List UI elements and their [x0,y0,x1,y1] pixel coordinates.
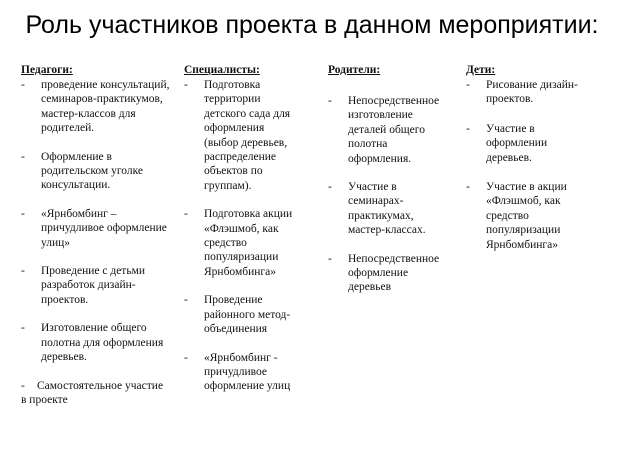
column-heading-specialists: Специалисты: [184,64,260,76]
bullet-dash: - [466,79,470,91]
bullet-dash: - [21,322,25,335]
list-item-text: Подготовка акции «Флэшмоб, как средство популяризации Ярнбомбинга» [204,208,293,278]
bullet-dash: - [21,265,25,278]
list-item-text: проведение консультаций, семинаров-практикумов, мастер-классов для родителей. [41,79,170,135]
list-item-text: Рисование дизайн-проектов. [486,79,578,106]
column-heading-children: Дети: [466,64,496,76]
list-item-text: Участие в акции «Флэшмоб, как средство популяризации Ярнбомбинга» [486,181,567,251]
list-item [328,180,428,238]
bullet-dash: - [21,79,25,91]
column-children [466,63,578,267]
column-specialists [184,63,296,408]
list-item-text: Оформление в родительском уголке консультации. [41,150,144,192]
column-heading-parents: Родители: [328,64,381,76]
bullet-dash: - [184,294,188,307]
list-item-text: Подготовка территории детского сада для оформления (выбор деревьев, распределение объектов по группам). [204,79,291,192]
list-item [184,351,296,394]
bullet-dash: - [466,181,470,194]
column-parents [328,63,440,309]
bullet-dash: - [328,252,332,265]
list-item [184,207,296,279]
list-item-text: Непосредственное оформление деревьев [348,252,440,294]
list-item [466,180,578,252]
bullet-dash: - [328,181,332,194]
bullet-dash: - [466,122,470,135]
list-item [184,293,296,336]
list-item [21,379,171,408]
list-item [21,78,171,136]
list-item-text: «Ярнбомбинг - причудливое оформление улиц [204,351,291,393]
column-heading-teachers: Педагоги: [21,64,73,76]
column-teachers [21,63,171,407]
list-item [466,78,578,107]
slide-title: Роль участников проекта в данном мероприятии: [25,11,599,39]
list-item-text: Самостоятельное участие в проекте [21,379,164,406]
bullet-dash: - [21,150,25,163]
list-item [466,122,578,165]
list-item [21,207,171,250]
bullet-dash: - [184,208,188,221]
bullet-dash: - [184,351,188,364]
list-item-text: «Ярнбомбинг – причудливое оформление улиц» [41,207,167,249]
list-item [184,78,296,193]
list-item [328,94,440,166]
list-item [21,150,171,193]
list-item [21,321,171,364]
bullet-dash: - [21,379,25,392]
list-item-text: Непосредственное изготовление деталей общего полотна оформления. [348,95,440,165]
bullet-dash: - [184,79,188,91]
list-item-text: Проведение с детьми разработок дизайн-проектов. [41,265,145,306]
list-item-text: Участие в оформлении деревьев. [486,122,548,164]
list-item-text: Проведение районного метод-объединения [204,294,291,336]
list-item [21,264,171,307]
list-item [328,252,440,295]
list-item-text: Участие в семинарах-практикумах, мастер-классах. [348,181,426,237]
bullet-dash: - [328,95,332,107]
list-item-text: Изготовление общего полотна для оформления деревьев. [41,322,164,364]
bullet-dash: - [21,207,25,220]
